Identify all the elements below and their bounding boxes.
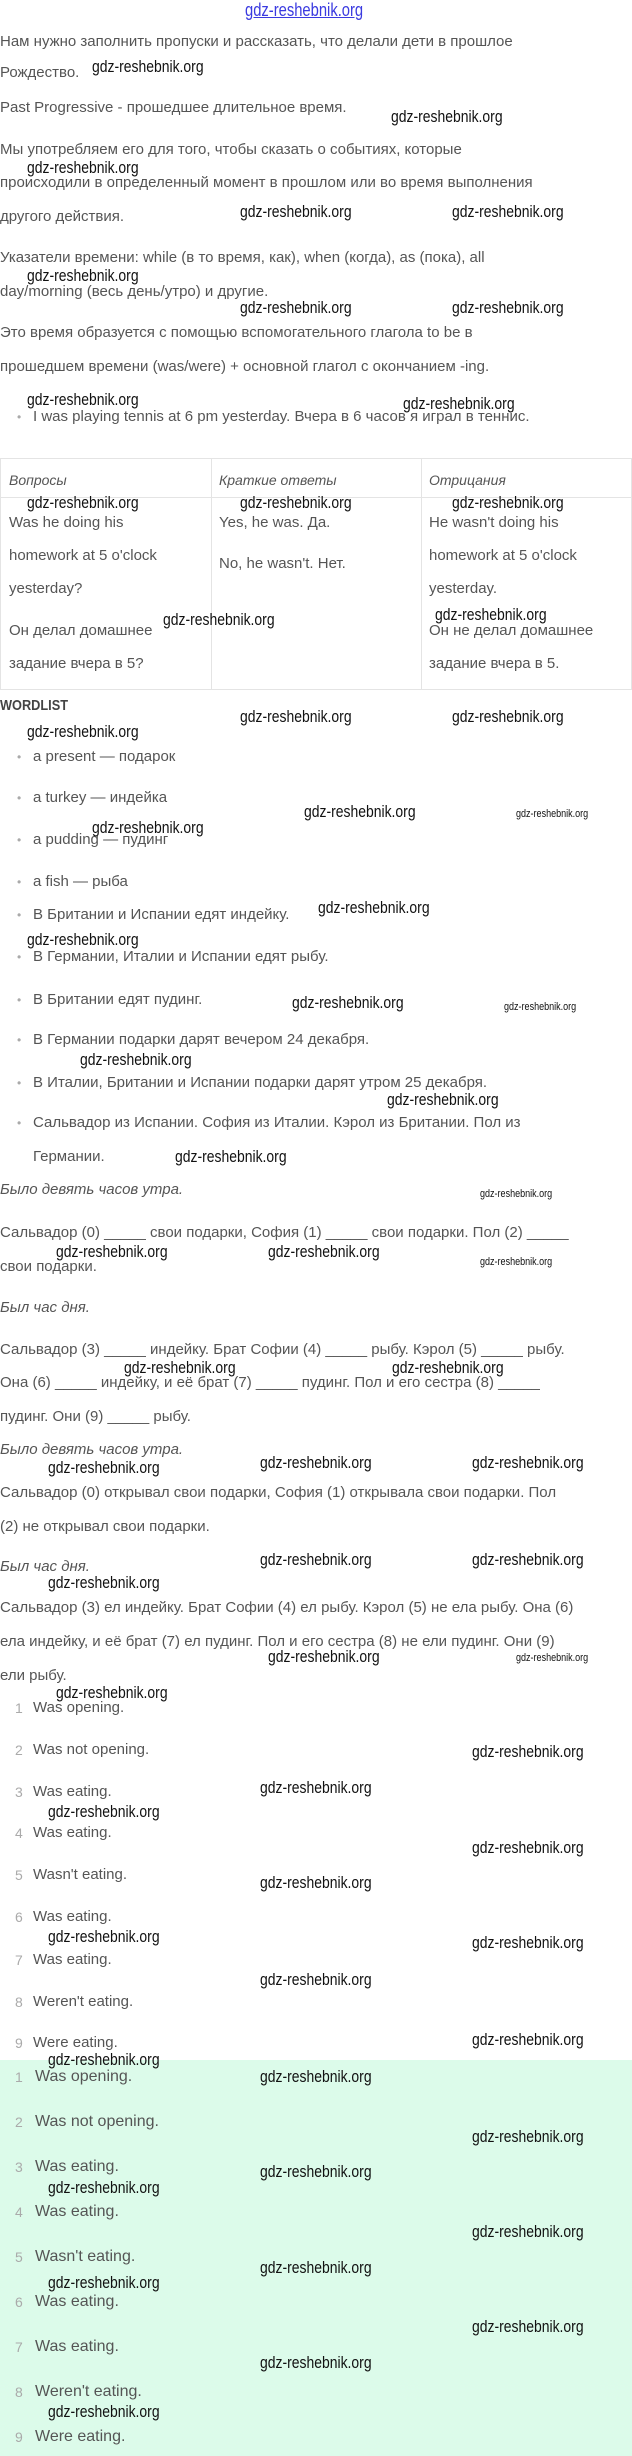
highlighted-answer-item: Was eating. bbox=[35, 2158, 119, 2175]
task-line: Сальвадор (0) _____ свои подарки, София (1) _____ свои подарки. Пол (2) _____ bbox=[0, 1224, 569, 1241]
watermark-text: gdz-reshebnik.org bbox=[27, 158, 139, 177]
bullet-icon: • bbox=[17, 1116, 22, 1130]
highlighted-answer-item: Wasn't eating. bbox=[35, 2248, 136, 2265]
list-number: 4 bbox=[15, 2204, 23, 2220]
task-line: Она (6) _____ индейку, и её брат (7) _____ пудинг. Пол и его сестра (8) _____ bbox=[0, 1374, 540, 1391]
bullet-icon: • bbox=[17, 750, 22, 764]
table-cell: No, he wasn't. Нет. bbox=[219, 555, 346, 572]
watermark-text: gdz-reshebnik.org bbox=[472, 1550, 584, 1569]
list-item: Сальвадор из Испании. София из Италии. Кэрол из Британии. Пол из bbox=[33, 1114, 521, 1131]
highlighted-answer-item: Was eating. bbox=[35, 2203, 119, 2220]
watermark-text: gdz-reshebnik.org bbox=[48, 1927, 160, 1946]
column-divider bbox=[421, 459, 422, 689]
table-cell: yesterday. bbox=[429, 580, 498, 597]
table-cell: задание вчера в 5? bbox=[9, 655, 144, 672]
watermark-text: gdz-reshebnik.org bbox=[268, 1647, 380, 1666]
watermark-text: gdz-reshebnik.org bbox=[472, 2317, 584, 2336]
answer-list-item: Were eating. bbox=[33, 2034, 118, 2051]
watermark-text: gdz-reshebnik.org bbox=[504, 1001, 577, 1013]
watermark-text: gdz-reshebnik.org bbox=[260, 1453, 372, 1472]
list-number: 1 bbox=[15, 2069, 23, 2085]
watermark-text: gdz-reshebnik.org bbox=[516, 808, 589, 820]
list-item: a fish — рыба bbox=[33, 873, 128, 890]
watermark-text: gdz-reshebnik.org bbox=[240, 202, 352, 221]
table-cell: Yes, he was. Да. bbox=[219, 514, 331, 531]
list-number: 6 bbox=[15, 2294, 23, 2310]
list-item: В Британии и Испании едят индейку. bbox=[33, 906, 290, 923]
watermark-text: gdz-reshebnik.org bbox=[472, 1453, 584, 1472]
intro-line: прошедшем времени (was/were) + основной глагол с окончанием -ing. bbox=[0, 358, 490, 375]
watermark-text: gdz-reshebnik.org bbox=[480, 1256, 553, 1268]
watermark-text: gdz-reshebnik.org bbox=[480, 1188, 553, 1200]
site-watermark-link[interactable]: gdz-reshebnik.org bbox=[245, 0, 364, 20]
highlighted-answer-item: Was eating. bbox=[35, 2338, 119, 2355]
watermark-text: gdz-reshebnik.org bbox=[472, 2030, 584, 2049]
watermark-text: gdz-reshebnik.org bbox=[435, 605, 547, 624]
bullet-icon: • bbox=[17, 1076, 22, 1090]
answer-line: ели рыбу. bbox=[0, 1667, 67, 1684]
watermark-text: gdz-reshebnik.org bbox=[27, 493, 139, 512]
task-line: пудинг. Они (9) _____ рыбу. bbox=[0, 1408, 191, 1425]
watermark-text: gdz-reshebnik.org bbox=[472, 1742, 584, 1761]
bullet-icon: • bbox=[17, 410, 22, 424]
intro-line: day/morning (весь день/утро) и другие. bbox=[0, 283, 269, 300]
list-number: 5 bbox=[15, 2249, 23, 2265]
watermark-text: gdz-reshebnik.org bbox=[392, 1358, 504, 1377]
answer-line: Сальвадор (3) ел индейку. Брат Софии (4) ел рыбу. Кэрол (5) не ела рыбу. Она (6) bbox=[0, 1599, 574, 1616]
highlighted-answer-item: Weren't eating. bbox=[35, 2383, 142, 2400]
table-cell: homework at 5 o'clock bbox=[429, 547, 577, 564]
watermark-text: gdz-reshebnik.org bbox=[80, 1050, 192, 1069]
answer-list-item: Was eating. bbox=[33, 1824, 112, 1841]
list-item: a turkey — индейка bbox=[33, 789, 168, 806]
wordlist-title: WORDLIST bbox=[0, 697, 68, 714]
highlighted-answer-item: Was eating. bbox=[35, 2293, 119, 2310]
example-sentence: I was playing tennis at 6 pm yesterday. Вчера в 6 часов я играл в теннис. bbox=[33, 408, 530, 425]
list-item-continuation: Германии. bbox=[33, 1148, 105, 1165]
bullet-icon: • bbox=[17, 1033, 22, 1047]
watermark-text: gdz-reshebnik.org bbox=[56, 1683, 168, 1702]
watermark-text: gdz-reshebnik.org bbox=[48, 1458, 160, 1477]
watermark-text: gdz-reshebnik.org bbox=[260, 2258, 372, 2277]
answer-list-item: Was opening. bbox=[33, 1699, 125, 1716]
watermark-text: gdz-reshebnik.org bbox=[260, 1550, 372, 1569]
answer-heading: Был час дня. bbox=[0, 1558, 90, 1575]
list-item: a present — подарок bbox=[33, 748, 176, 765]
header-questions: Вопросы bbox=[9, 472, 67, 488]
table-cell: Он не делал домашнее bbox=[429, 622, 594, 639]
watermark-text: gdz-reshebnik.org bbox=[163, 610, 275, 629]
list-number: 8 bbox=[15, 1994, 23, 2010]
task-line: Сальвадор (3) _____ индейку. Брат Софии (4) _____ рыбу. Кэрол (5) _____ рыбу. bbox=[0, 1341, 565, 1358]
watermark-text: gdz-reshebnik.org bbox=[472, 1933, 584, 1952]
answer-list-item: Was eating. bbox=[33, 1783, 112, 1800]
watermark-text: gdz-reshebnik.org bbox=[260, 1778, 372, 1797]
bullet-icon: • bbox=[17, 950, 22, 964]
watermark-text: gdz-reshebnik.org bbox=[452, 493, 564, 512]
answer-line: Сальвадор (0) открывал свои подарки, София (1) открывала свои подарки. Пол bbox=[0, 1484, 557, 1501]
watermark-text: gdz-reshebnik.org bbox=[452, 707, 564, 726]
task-heading: Было девять часов утра. bbox=[0, 1181, 184, 1198]
bullet-icon: • bbox=[17, 791, 22, 805]
watermark-text: gdz-reshebnik.org bbox=[260, 2067, 372, 2086]
watermark-text: gdz-reshebnik.org bbox=[48, 1573, 160, 1592]
list-number: 2 bbox=[15, 2114, 23, 2130]
list-number: 4 bbox=[15, 1825, 23, 1841]
watermark-text: gdz-reshebnik.org bbox=[92, 818, 204, 837]
watermark-text: gdz-reshebnik.org bbox=[260, 1970, 372, 1989]
task-heading: Был час дня. bbox=[0, 1299, 90, 1316]
watermark-text: gdz-reshebnik.org bbox=[48, 2402, 160, 2421]
intro-line: Рождество. bbox=[0, 64, 80, 81]
answer-list-item: Wasn't eating. bbox=[33, 1866, 128, 1883]
bullet-icon: • bbox=[17, 993, 22, 1007]
bullet-icon: • bbox=[17, 908, 22, 922]
list-number: 3 bbox=[15, 1784, 23, 1800]
watermark-text: gdz-reshebnik.org bbox=[27, 930, 139, 949]
answer-list-item: Weren't eating. bbox=[33, 1993, 134, 2010]
header-negatives: Отрицания bbox=[429, 472, 506, 488]
list-item: В Италии, Британии и Испании подарки дарят утром 25 декабря. bbox=[33, 1074, 488, 1091]
watermark-text: gdz-reshebnik.org bbox=[260, 2353, 372, 2372]
list-item: В Британии едят пудинг. bbox=[33, 991, 203, 1008]
watermark-text: gdz-reshebnik.org bbox=[27, 266, 139, 285]
answer-line: ела индейку, и её брат (7) ел пудинг. Пол и его сестра (8) не ели пудинг. Они (9) bbox=[0, 1633, 555, 1650]
answer-line: (2) не открывал свои подарки. bbox=[0, 1518, 210, 1535]
list-number: 7 bbox=[15, 2339, 23, 2355]
intro-line: Нам нужно заполнить пропуски и рассказать, что делали дети в прошлое bbox=[0, 33, 513, 50]
table-cell: задание вчера в 5. bbox=[429, 655, 560, 672]
list-number: 2 bbox=[15, 1742, 23, 1758]
watermark-text: gdz-reshebnik.org bbox=[387, 1090, 499, 1109]
list-item: a pudding — пудинг bbox=[33, 831, 169, 848]
watermark-text: gdz-reshebnik.org bbox=[452, 298, 564, 317]
answer-list-item: Was eating. bbox=[33, 1908, 112, 1925]
intro-line: Указатели времени: while (в то время, как), when (когда), as (пока), all bbox=[0, 249, 485, 266]
list-number: 7 bbox=[15, 1952, 23, 1968]
watermark-text: gdz-reshebnik.org bbox=[175, 1147, 287, 1166]
list-number: 1 bbox=[15, 1700, 23, 1716]
intro-line: Это время образуется с помощью вспомогательного глагола to be в bbox=[0, 324, 473, 341]
watermark-text: gdz-reshebnik.org bbox=[240, 298, 352, 317]
watermark-text: gdz-reshebnik.org bbox=[292, 993, 404, 1012]
watermark-text: gdz-reshebnik.org bbox=[260, 2162, 372, 2181]
watermark-text: gdz-reshebnik.org bbox=[403, 394, 515, 413]
bullet-icon: • bbox=[17, 875, 22, 889]
watermark-text: gdz-reshebnik.org bbox=[48, 2050, 160, 2069]
table-cell: homework at 5 o'clock bbox=[9, 547, 157, 564]
watermark-text: gdz-reshebnik.org bbox=[304, 802, 416, 821]
watermark-text: gdz-reshebnik.org bbox=[268, 1242, 380, 1261]
watermark-text: gdz-reshebnik.org bbox=[48, 2273, 160, 2292]
watermark-text: gdz-reshebnik.org bbox=[48, 2178, 160, 2197]
watermark-text: gdz-reshebnik.org bbox=[472, 1838, 584, 1857]
table-cell: He wasn't doing his bbox=[429, 514, 559, 531]
list-item: В Германии подарки дарят вечером 24 декабря. bbox=[33, 1031, 370, 1048]
highlighted-answer-item: Was not opening. bbox=[35, 2113, 159, 2130]
intro-line: другого действия. bbox=[0, 208, 125, 225]
answer-list-item: Was not opening. bbox=[33, 1741, 150, 1758]
watermark-text: gdz-reshebnik.org bbox=[472, 2222, 584, 2241]
answer-heading: Было девять часов утра. bbox=[0, 1441, 184, 1458]
watermark-text: gdz-reshebnik.org bbox=[240, 493, 352, 512]
watermark-text: gdz-reshebnik.org bbox=[260, 1873, 372, 1892]
list-number: 3 bbox=[15, 2159, 23, 2175]
column-divider bbox=[211, 459, 212, 689]
bullet-icon: • bbox=[17, 833, 22, 847]
watermark-text: gdz-reshebnik.org bbox=[27, 390, 139, 409]
task-line: свои подарки. bbox=[0, 1258, 97, 1275]
answer-list-item: Was eating. bbox=[33, 1951, 112, 1968]
watermark-text: gdz-reshebnik.org bbox=[27, 722, 139, 741]
watermark-text: gdz-reshebnik.org bbox=[516, 1652, 589, 1664]
list-number: 6 bbox=[15, 1909, 23, 1925]
watermark-text: gdz-reshebnik.org bbox=[472, 2127, 584, 2146]
header-short-answers: Краткие ответы bbox=[219, 472, 337, 488]
highlighted-answer-item: Were eating. bbox=[35, 2428, 126, 2445]
intro-line: Мы употребляем его для того, чтобы сказать о событиях, которые bbox=[0, 141, 462, 158]
table-cell: yesterday? bbox=[9, 580, 83, 597]
watermark-text: gdz-reshebnik.org bbox=[48, 1802, 160, 1821]
watermark-text: gdz-reshebnik.org bbox=[452, 202, 564, 221]
list-number: 8 bbox=[15, 2384, 23, 2400]
list-number: 9 bbox=[15, 2035, 23, 2051]
watermark-text: gdz-reshebnik.org bbox=[56, 1242, 168, 1261]
watermark-text: gdz-reshebnik.org bbox=[391, 107, 503, 126]
intro-line: Past Progressive - прошедшее длительное время. bbox=[0, 99, 347, 116]
watermark-text: gdz-reshebnik.org bbox=[318, 898, 430, 917]
watermark-text: gdz-reshebnik.org bbox=[92, 57, 204, 76]
list-number: 9 bbox=[15, 2429, 23, 2445]
list-item: В Германии, Италии и Испании едят рыбу. bbox=[33, 948, 329, 965]
watermark-text: gdz-reshebnik.org bbox=[240, 707, 352, 726]
highlighted-answer-item: Was opening. bbox=[35, 2068, 133, 2085]
watermark-text: gdz-reshebnik.org bbox=[124, 1358, 236, 1377]
list-number: 5 bbox=[15, 1867, 23, 1883]
table-cell: Он делал домашнее bbox=[9, 622, 153, 639]
table-cell: Was he doing his bbox=[9, 514, 124, 531]
intro-line: происходили в определенный момент в прошлом или во время выполнения bbox=[0, 174, 533, 191]
